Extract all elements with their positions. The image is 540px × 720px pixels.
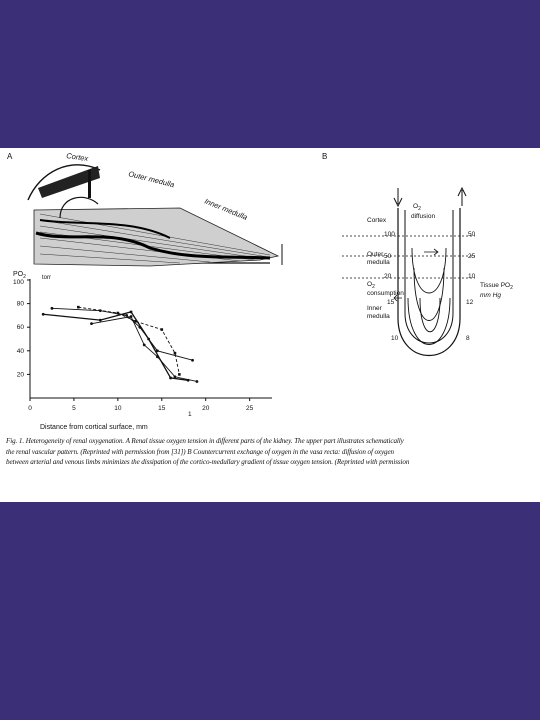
data-point (51, 307, 54, 310)
series-line (43, 312, 188, 380)
data-point (156, 355, 159, 358)
y-tick-label: 40 (16, 347, 24, 355)
zone-outer-medulla: Outer medulla (127, 169, 176, 190)
right-arrow-icon (424, 249, 438, 255)
y-axis-unit: torr (42, 275, 51, 281)
caption-line: the renal vascular pattern. (Reprinted with permission from [31]) B Countercurrent exchange of oxygen in the vasa recta: diffusion of oxygen (6, 447, 394, 456)
b-left-value: 15 (387, 299, 395, 306)
data-point (178, 373, 181, 376)
x-tick-label: 20 (202, 405, 210, 412)
data-point (156, 349, 159, 352)
data-point (77, 306, 80, 309)
data-point (196, 380, 199, 383)
data-point (174, 352, 177, 355)
data-point (130, 310, 133, 313)
data-point (191, 359, 194, 362)
down-arrow-icon (394, 188, 402, 206)
y-tick-label: 20 (16, 371, 24, 379)
data-point (125, 314, 128, 317)
b-cortex-label: Cortex (367, 217, 387, 224)
data-point (134, 320, 137, 323)
data-point (99, 319, 102, 322)
figure-caption (6, 436, 532, 468)
zone-inner-medulla: Inner medulla (203, 196, 249, 222)
data-point (160, 328, 163, 331)
x-tick-label: 5 (72, 405, 76, 412)
data-point (143, 344, 146, 347)
figure-panel (0, 148, 540, 502)
o2-diffusion-label: $O_2$ diffusion (411, 203, 436, 220)
caption-line: between arterial and venous limbs minimizes the dissipation of the cortico-medullary gradient of tissue oxygen tension. (Reprinted with permission (6, 458, 410, 466)
chart-marker: 1 (188, 411, 192, 418)
data-point (138, 326, 141, 329)
up-arrow-icon (458, 188, 466, 206)
data-point (130, 315, 133, 318)
po2-chart (13, 271, 272, 431)
b-left-value: 50 (384, 253, 392, 260)
b-right-value: 25 (468, 253, 476, 260)
x-tick-label: 15 (158, 405, 166, 412)
data-point (90, 322, 93, 325)
y-axis-label: $PO_2$ (13, 271, 26, 280)
data-point (117, 312, 120, 315)
b-right-value: 50 (468, 231, 476, 238)
o2-consumption-label: $O_2$ consumption (367, 281, 404, 297)
y-tick-label: 60 (16, 324, 24, 332)
data-point (174, 375, 177, 378)
chart-ticks (17, 280, 254, 412)
series-line (52, 308, 193, 360)
countercurrent-diagram (342, 188, 475, 356)
data-point (169, 377, 172, 380)
x-tick-label: 25 (246, 405, 254, 412)
y-tick-label: 80 (16, 300, 24, 308)
b-inner-medulla-label: Inner medulla (367, 305, 390, 320)
b-left-value: 20 (384, 273, 392, 280)
b-right-value: 10 (468, 273, 476, 280)
x-tick-label: 10 (114, 405, 122, 412)
y-tick-top: 100 (13, 279, 24, 286)
series-line (92, 317, 197, 382)
panel-a-label: A (7, 152, 13, 161)
zone-cortex: Cortex (65, 151, 89, 164)
b-right-value: 8 (466, 335, 470, 342)
b-left-value: 100 (384, 231, 395, 238)
b-right-value: 12 (466, 299, 474, 306)
tissue-po2-label: Tissue $PO_2$ mm Hg (480, 282, 513, 299)
x-tick-label: 0 (28, 405, 32, 412)
x-axis-label: Distance from cortical surface, mm (40, 424, 148, 431)
caption-line: Fig. 1. Heterogeneity of renal oxygenation. A Renal tissue oxygen tension in different parts of the kidney. The upper part illustrates schematically (6, 437, 404, 445)
b-left-value: 10 (391, 335, 399, 342)
b-outer-medulla-label: Outer medulla (367, 251, 390, 266)
panel-b-label: B (322, 152, 328, 161)
chart-series (42, 306, 199, 383)
data-point (42, 313, 45, 316)
